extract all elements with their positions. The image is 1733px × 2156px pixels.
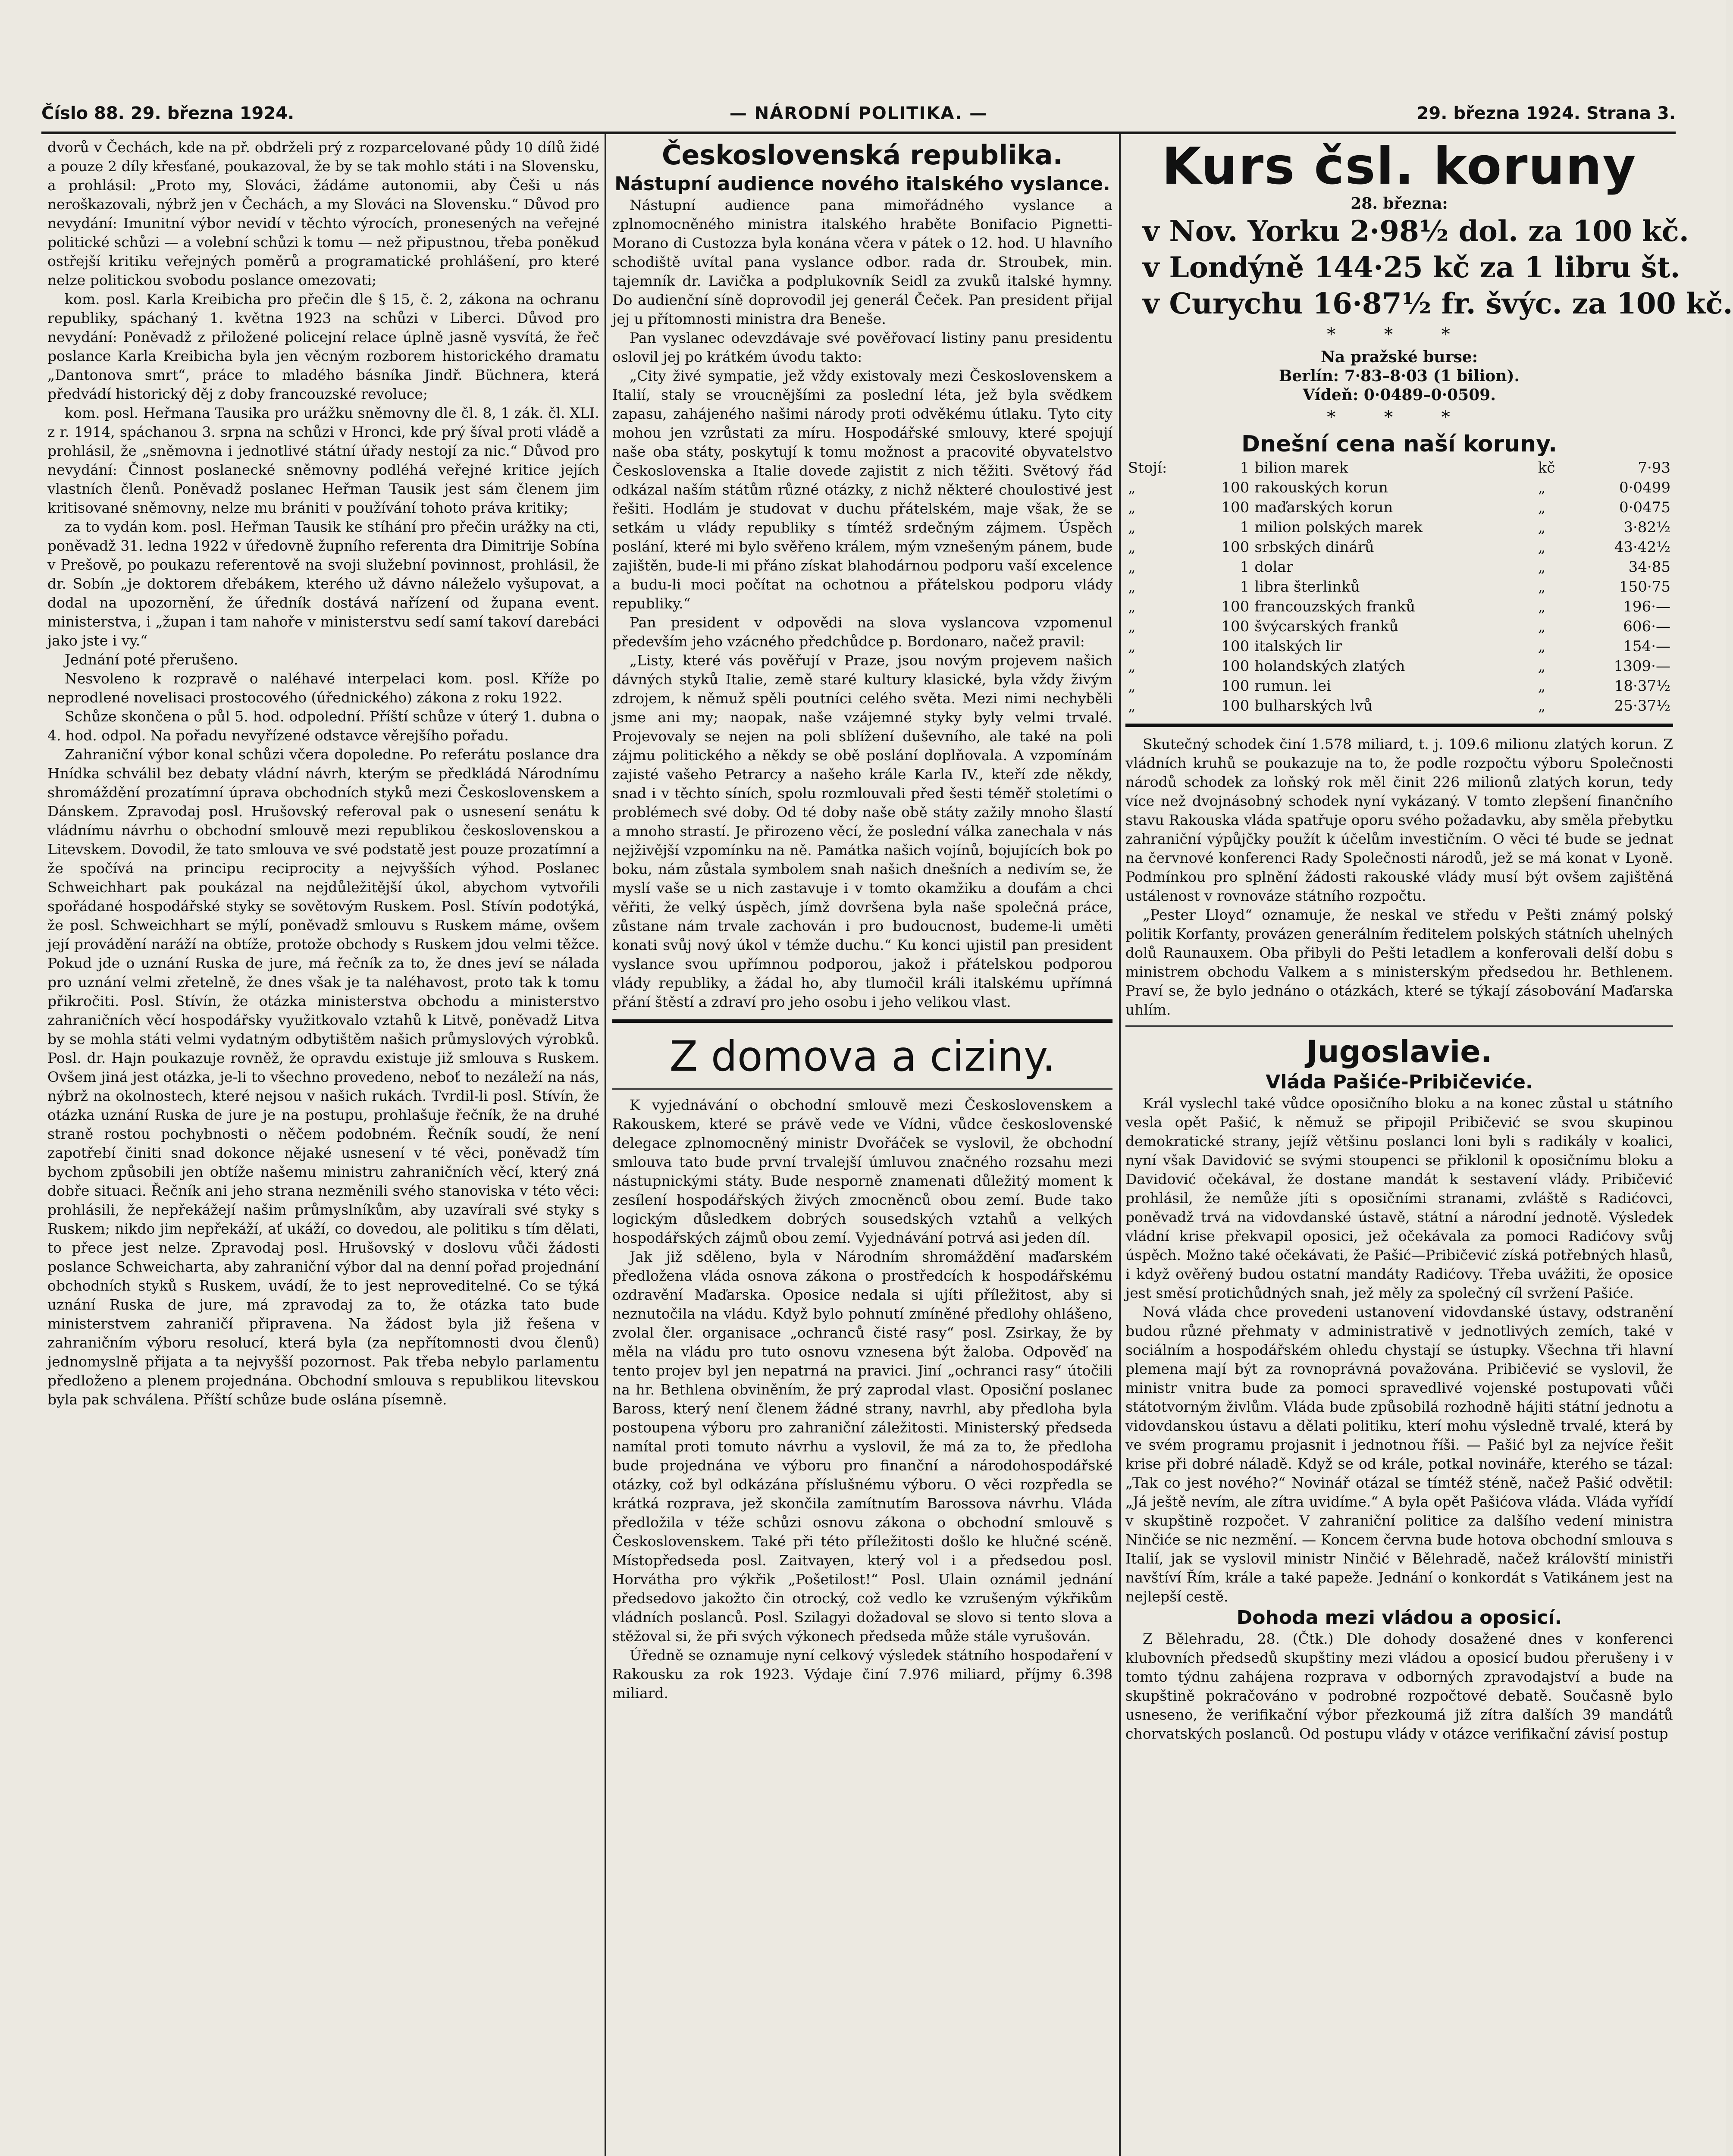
star-separator: * * * bbox=[1327, 407, 1472, 427]
column-divider-1 bbox=[605, 134, 606, 2156]
rate-qty: 100 bbox=[1221, 677, 1250, 695]
rate-prefix: „ bbox=[1128, 479, 1136, 496]
rate-qty: 100 bbox=[1221, 479, 1250, 496]
issue-number: Číslo 88. 29. března 1924. bbox=[41, 103, 295, 123]
col1-paragraph: za to vydán kom. posl. Heřman Tausik ke stíhání pro přečin urážky na cti, poněvadž 31. ledna 1922 v úředovně župního referenta dra Dimitrije Sobína v Prešově, po poukazu referentově na svoji služební povinnost, prohlásil, že dr. Sobín „je doktorem dřebákem, kterého už dávno náleželo vyšupovat, a dodal na upozornění, že úředník dostává nařízení od župana event. ministerstva, i „župan i tam nahoře v ministerstvu sedí samí takoví darebáci jako jste i vy.“ bbox=[47, 518, 599, 649]
section-heading: Československá republika. bbox=[661, 139, 1063, 171]
rate-qty: 100 bbox=[1221, 697, 1250, 714]
col2-paragraph: Pan president v odpovědi na slova vyslancova vzpomenul především jeho vzácného předchůdce p. Bordonaro, načež pravil: bbox=[612, 614, 1113, 650]
column-divider-2 bbox=[1119, 134, 1121, 2156]
rate-row bbox=[1125, 537, 1673, 557]
rate-qty: 100 bbox=[1221, 618, 1250, 635]
rate-unit: „ bbox=[1538, 677, 1546, 695]
rate-qty: 100 bbox=[1221, 499, 1250, 516]
page-date-number: 29. března 1924. Strana 3. bbox=[1416, 103, 1676, 123]
col3-paragraph: Král vyslechl také vůdce oposičního bloku a na konec zůstal u státního vesla opět Pašić, k němuž se připojil Pribičević se svou skupinou demokratické strany, jejíž většinu poslanci loni byli s radikály v koalici, nyní však Davidović se svými stoupenci se přiklonil k oposičnímu bloku a Davidović očekával, že dostane mandát k sestavení vlády. Pribičević prohlásil, že nemůže jíti s oposičními stranami, zvláště s Radićovci, poněvadž trvá na vidovdanské ústavě, státní a národní jednotě. Výsledek vládní krise překvapil oposici, jež očekávala za pomoci Radićovy svůj úspěch. Možno také očekávati, že Pašić—Pribičević získá potřebných hlasů, i když ověřený budou ostatní mandáty Radićovy. Třeba uvážiti, že oposice jest směsí protichůdných snah, jež měly za společný cíl svržení Pašiće. bbox=[1125, 1095, 1673, 1301]
rate-qty: 100 bbox=[1221, 598, 1250, 615]
rate-prefix: „ bbox=[1128, 539, 1136, 556]
rate-qty: 1 bbox=[1240, 519, 1250, 536]
column-2 bbox=[612, 138, 1113, 2156]
col2-paragraph: „Listy, které vás pověřují v Praze, jsou novým projevem našich dávných styků Italie, země staré kultury klasické, byla vždy živým zdrojem, k němuž spěli poutníci celého světa. Mezi nimi nechyběli jsme ani my; naopak, naše vzájemné styky byly velmi trvalé. Projevovaly se nejen na poli sblížení duševního, ale také na poli zájmu politického a někdy se obě poslání doplňovala. A vzpomínám zajisté vašeho Petrarcy a našeho krále Karla IV., kteří zde někdy, snad i v těchto síních, spolu rozmlouvali před šesti téměř stoletími o problémech své doby. Od té doby naše obě státy zažily mnoho šlastí a mnoho strastí. Je přirozeno věcí, že poslední válka zanechala v nás nejživější vzpomínku na ně. Památka našich vojínů, bojujících bok po boku, nám zůstala symbolem snah našich dnešních a nedivím se, že myslí vaše se u nich zastavuje i v tomto okamžiku a doufám a chci věřiti, že velký úspěch, jímž dovršena byla naše společná práce, zůstane nám trvale zachován i pro budoucnost, budeme-li uměti konati svůj nový úkol v témže duchu.“ Ku konci ujistil pan president vyslance svou upřímnou podporou, jakož i přátelskou podporou vlády republiky, a žádal ho, aby tlumočil králi italskému upřímná přání štěstí a zdraví pro jeho osobu i jeho velikou vlast. bbox=[612, 652, 1113, 1010]
rate-table-heading: Dnešní cena naší koruny. bbox=[1241, 431, 1558, 457]
section-rule-2 bbox=[612, 1088, 1113, 1090]
col1-paragraph: Nesvoleno k rozpravě o naléhavé interpelaci kom. posl. Kříže po neprodlené novelisaci prostocového (úřednického) zákona z roku 1922. bbox=[47, 670, 599, 706]
rate-unit: „ bbox=[1538, 618, 1546, 635]
col3-paragraph: „Pester Lloyd“ oznamuje, že neskal ve středu v Pešti známý polský politik Korfanty, provázen generálním ředitelem polských státních uhelných dolů Raunauxem. Oba přibyli do Pešti letadlem a konferovali delší dobu s ministrem obchodu Valkem a s ministerským předsedou hr. Bethlenem. Praví se, že bylo jednáno o otázkách, které se týkají zásobování Maďarska uhlím. bbox=[1125, 906, 1673, 1018]
col1-paragraph: kom. posl. Karla Kreibicha pro přečin dle § 15, č. 2, zákona na ochranu republiky, spáchaný 1. května 1923 na schůzi v Liberci. Důvod pro nevydání: Poněvadž z přiložené policejní relace úplně jasně vysvítá, že řeč poslance Karla Kreibicha byla jen věcným rozborem historického dramatu „Dantonova smrt“, práce to mladého básníka Jindř. Büchnera, která předvádí historický děj z doby francouzské revoluce; bbox=[47, 291, 599, 402]
rate-qty: 100 bbox=[1221, 638, 1250, 655]
rate-row bbox=[1125, 636, 1673, 656]
rate-unit: „ bbox=[1538, 638, 1546, 655]
col2-paragraph: Pan vyslanec odevzdávaje své pověřovací listiny panu presidentu oslovil jej po krátkém úvodu takto: bbox=[612, 329, 1113, 365]
rate-prefix: „ bbox=[1128, 697, 1136, 714]
rate-row bbox=[1125, 656, 1673, 676]
rate-unit: „ bbox=[1538, 539, 1546, 556]
rate-prefix: Stojí: bbox=[1128, 459, 1167, 476]
rate-what: libra šterlinků bbox=[1254, 578, 1360, 595]
rate-val: 606·— bbox=[1623, 618, 1670, 635]
rate-prefix: „ bbox=[1128, 618, 1136, 635]
masthead-title: — NÁRODNÍ POLITIKA. — bbox=[729, 103, 988, 123]
rate-row bbox=[1125, 676, 1673, 696]
rate-what: srbských dinárů bbox=[1254, 539, 1374, 556]
rate-row bbox=[1125, 557, 1673, 577]
rate-date: 28. března: bbox=[1351, 194, 1448, 213]
rate-qty: 100 bbox=[1221, 539, 1250, 556]
rate-unit: „ bbox=[1538, 519, 1546, 536]
rate-unit: „ bbox=[1538, 499, 1546, 516]
col1-paragraph: Zahraniční výbor konal schůzi včera dopoledne. Po referátu poslance dra Hnídka schválil bez debaty vládní návrh, kterým se předkládá Národnímu shromáždění prozatímní úprava obchodních styků mezi Československem a Dánskem. Zpravodaj posl. Hrušovský referoval pak o usnesení senátu k vládnímu návrhu o obchodní smlouvě mezi republikou československou a Litevskem. Dovodil, že tato smlouva ve své podstatě jest pouze prozatímní a že spočívá na principu reciprocity a nejvyšších výhod. Poslanec Schweichhart pak poukázal na nejdůležitější úkol, abychom vytvořili spořádané hospodářské styky se sovětovým Ruskem. Posl. Stívín podotýká, že posl. Schweichhart se mýlí, poněvadž smlouvu s Ruskem máme, ovšem její provádění naráží na obtíže, protože obchody s Ruskem jdou velmi těžce. Pokud jde o uznání Ruska de jure, má řečník za to, že dnes jeví se nálada pro uznání velmi zřetelně, že dnes však je ta naléhavost, proto tak k tomu přikročiti. Posl. Stívín, že otázka ministerstva obchodu a ministerstvo zahraničních věcí hospodářsky využitkovalo vztahů k Litvě, poněvadž Litva by se mohla státi velmi vydatným odbytištěm našich průmyslových výrobků. Posl. dr. Hajn poukazuje rovněž, že opravdu existuje již smlouva s Ruskem. Ovšem jiná jest otázka, je-li to všechno provedeno, neboť to nezáleží na nás, nýbrž na okolnostech, které nejsou v našich rukách. Tvrdil-li posl. Stívín, že otázka uznání Ruska de jure je na postupu, prohlašuje řečník, že na druhé straně rostou pochybnosti o něčem podobném. Řečník soudí, že není zapotřebí činiti snad dokonce nějaké usnesení v té věci, poněvadž tím bychom způsobili jen obtíže našemu ministru zahraničních věcí, který zná dobře situaci. Řečník ani jeho strana nezměnili svého stanoviska v této věci: prohlásili, že nepřekážejí našim průmyslníkům, aby uzavírali své styky s Ruskem; nikdo jim nepřekáží, ať ukáží, co dovedou, ale politiku s tím dělati, to přece jest nelze. Zpravodaj posl. Hrušovský v doslovu vůči žádosti poslance Schweicharta, aby zahraniční výbor dal na denní pořad projednání obchodních styků s Ruskem, uvádí, že to jest neproveditelné. Co se týká uznání Ruska de jure, má zpravodaj za to, že otázka tato bude ministerstvem zahraničí připravena. Na žádost byla již řešena v zahraničním výboru resolucí, která byla (za nepřítomnosti dvou členů) jednomyslně přijata a ta nejvyšší pozornost. Pak třeba nebylo parlamentu předloženo a plenem projednána. Obchodní smlouva s republikou litevskou byla pak schválena. Příští schůze bude oslána písemně. bbox=[47, 746, 599, 1408]
rate-val: 0·0499 bbox=[1619, 479, 1670, 496]
rate-val: 196·— bbox=[1623, 598, 1670, 615]
agreement-heading: Dohoda mezi vládou a oposicí. bbox=[1236, 1607, 1562, 1629]
jugoslavia-heading: Jugoslavie. bbox=[1306, 1034, 1492, 1069]
rate-prefix: „ bbox=[1128, 578, 1136, 595]
rate-what: italských lir bbox=[1254, 638, 1342, 655]
fx-london: v Londýně 144·25 kč za 1 libru št. bbox=[1143, 251, 1680, 284]
col2-paragraph: Úředně se oznamuje nyní celkový výsledek státního hospodaření v Rakousku za rok 1923. Výdaje činí 7.976 miliard, příjmy 6.398 miliard. bbox=[612, 1647, 1113, 1702]
rate-val: 0·0475 bbox=[1619, 499, 1670, 516]
section-heading-2: Z domova a ciziny. bbox=[669, 1032, 1056, 1081]
col2-paragraph: K vyjednávání o obchodní smlouvě mezi Československem a Rakouskem, které se právě vede ve Vídni, vůdce československé delegace zplnomocněný ministr Dvořáček se vyslovil, že obchodní smlouva tato bude první trvalejší úmluvou značného rozsahu mezi nástupnickými státy. Bude nesporně znamenati důležitý moment k zesílení hospodářských živých zmocněnců obou zemí. Bude tako logickým důsledkem dobrých sousedských vztahů a velkých hospodářských zájmů obou zemí. Vyjednávání potrvá asi jeden díl. bbox=[612, 1097, 1113, 1246]
col2-paragraph: „City živé sympatie, jež vždy existovaly mezi Československem a Italií, staly se vroucnějšími za poslední léta, jež byla svědkem zapasu, zahájeného našimi národy proti odvěkému útlaku. Tyto city mohou jen vzrůstati za míru. Hospodářské smlouvy, které spojují naše oba státy, poskytují k tomu možnost a pracovité obyvatelstvo Československa a Italie dovede zajistit z nich těžiti. Světový řád odkázal naším státům různé otázky, z nichž některé choulostivé jest řešiti. Hodlám je studovat v duchu přátelském, maje však, že se setkám u vlády republiky s tímtéž srdečným zájmem. Úspěch poslání, které mi bylo svěřeno králem, mým vznešeným pánem, bude zajištěn, bude-li mi přáno získat blahodárnou podporu vaší excelence a budu-li moci počítat na ochotnou a přátelskou podporu vlády republiky.“ bbox=[612, 367, 1113, 612]
rate-table bbox=[1125, 458, 1673, 716]
rate-unit: „ bbox=[1538, 578, 1546, 595]
rate-row bbox=[1125, 478, 1673, 498]
fx-zurich: v Curychu 16·87½ fr. švýc. za 100 kč. bbox=[1143, 287, 1733, 320]
rate-unit: kč bbox=[1538, 459, 1555, 476]
rate-val: 18·37½ bbox=[1614, 677, 1670, 695]
section-rule bbox=[1125, 724, 1673, 727]
rate-what: rumun. lei bbox=[1254, 677, 1331, 695]
rate-val: 154·— bbox=[1623, 638, 1670, 655]
rate-row bbox=[1125, 597, 1673, 617]
jugoslavia-subheading: Vláda Pašiće-Pribičeviće. bbox=[1266, 1071, 1533, 1093]
rate-what: holandských zlatých bbox=[1254, 658, 1405, 675]
rate-what: švýcarských franků bbox=[1254, 618, 1399, 635]
rate-unit: „ bbox=[1538, 658, 1546, 675]
rate-what: dolar bbox=[1254, 558, 1293, 576]
currency-heading: Kurs čsl. koruny bbox=[1162, 136, 1637, 196]
rate-val: 34·85 bbox=[1628, 558, 1670, 576]
section-rule bbox=[612, 1019, 1113, 1023]
page-header bbox=[41, 103, 1676, 129]
berlin-rate: Berlín: 7·83–8·03 (1 bilion). bbox=[1279, 367, 1520, 385]
rate-what: bulharských lvů bbox=[1254, 697, 1373, 714]
col3-paragraph: Skutečný schodek činí 1.578 miliard, t. j. 109.6 milionu zlatých korun. Z vládních kruhů se poukazuje na to, že podle rozpočtu výboru Společnosti národů schodek za loňský rok měl činit 226 milionů zlatých korun, tedy více než dvojnásobný schodek nyní vykázaný. V tomto zlepšení finančního stavu Rakouska vláda spatřuje oporu svého požadavku, aby směla přebytku zahraniční výpůjčky použít k účelům investičním. O věci té bude se jednat na červnové konferenci Rady Společnosti národů, jež se má konat v Lyoně. Podmínkou pro splnění žádosti rakouské vlády musí být ovšem zajištěná ustálenost v rovnováze státního rozpočtu. bbox=[1125, 736, 1673, 904]
rate-what: maďarských korun bbox=[1254, 499, 1393, 516]
rate-val: 43·42½ bbox=[1614, 539, 1670, 556]
rate-row bbox=[1125, 498, 1673, 517]
rate-unit: „ bbox=[1538, 558, 1546, 576]
rate-qty: 1 bbox=[1240, 558, 1250, 576]
col2-paragraph: Nástupní audience pana mimořádného vyslance a zplnomocněného ministra italského hraběte Bonifacio Pignetti-Morano di Custozza byla konána včera v pátek o 12. hod. U hlavního schodiště uvítal pana vyslance odbor. rada dr. Stroubek, min. tajemník dr. Lavička a podplukovník Seidl za zvuků italské hymny. Do audienční síně doprovodil jej generál Čeček. Pan president přijal jej u přítomnosti ministra dra Beneše. bbox=[612, 197, 1113, 327]
burse-heading: Na pražské burse: bbox=[1320, 348, 1478, 366]
rate-unit: „ bbox=[1538, 697, 1546, 714]
rate-val: 1309·— bbox=[1614, 658, 1670, 675]
rate-prefix: „ bbox=[1128, 658, 1136, 675]
rate-prefix: „ bbox=[1128, 638, 1136, 655]
rate-what: francouzských franků bbox=[1254, 598, 1416, 615]
rate-prefix: „ bbox=[1128, 598, 1136, 615]
col3-paragraph: Z Bělehradu, 28. (Čtk.) Dle dohody dosažené dnes v konferenci klubovních předsedů skupštiny mezi vládou a oposicí budou přerušeny i v tomto týdnu zahájena rozprava v odborných zpravodajství a bude na skupštině pokračováno v podrobné rozpočtové debatě. Současně bylo usneseno, že verifikační výbor přezkoumá již zítra dalších 39 mandátů chorvatských poslanců. Od postupu vlády v otázce verifikační závisí postup bbox=[1125, 1630, 1673, 1742]
vienna-rate: Vídeň: 0·0489–0·0509. bbox=[1303, 386, 1496, 404]
rate-val: 3·82½ bbox=[1623, 519, 1670, 536]
rate-qty: 1 bbox=[1240, 578, 1250, 595]
rate-row bbox=[1125, 577, 1673, 597]
rate-val: 150·75 bbox=[1619, 578, 1670, 595]
rate-qty: 1 bbox=[1240, 459, 1250, 476]
rate-row bbox=[1125, 458, 1673, 478]
rate-row bbox=[1125, 517, 1673, 537]
col3-paragraph: Nová vláda chce provedeni ustanovení vidovdanské ústavy, odstranění budou různé přehmaty v administrativě v jednotlivých zemích, také v sociálním a hospodářském ohledu chystají se ústupky. Všechna tři hlavní plemena mají být za rovnoprávná považována. Pribičević se vyslovil, že ministr vnitra bude za pomoci spravedlivé vojenské postupovati vůči státotvorným živlům. Vláda bude způsobilá rozhodně hájiti státní jednotu a vidovdanskou ústavu a dělati politiku, kterí mohu výsledně trvalé, která by ve svém programu projasnit i jednotnou říši. — Pašić byl za nejvíce řešit krise při dobré náladě. Když se od krále, potkal novináře, kterého se tázal: „Tak co jest nového?“ Novinář otázal se tímtéž sténě, načež Pašić odvětil: „Já ještě nevím, ale zítra uvidíme.“ A byla opět Pašićova vláda. Vláda vyřídí v skupštině rozpočet. V zahraniční politice za dalšího vedení ministra Ninčiće se nic nezmění. — Koncem června bude hotova obchodní smlouva s Italií, jak se vyslovil ministr Ninčić v Bělehradě, načež královští ministři navštíví Řím, krále a také papeže. Jednání o konkordát s Vatikánem jest na nejlepší cestě. bbox=[1125, 1304, 1673, 1605]
rate-val: 7·93 bbox=[1638, 459, 1670, 476]
rate-unit: „ bbox=[1538, 479, 1546, 496]
rate-what: milion polských marek bbox=[1254, 519, 1423, 536]
fx-new-york: v Nov. Yorku 2·98½ dol. za 100 kč. bbox=[1143, 214, 1689, 248]
section-rule-2 bbox=[1125, 1025, 1673, 1027]
rate-val: 25·37½ bbox=[1614, 697, 1670, 714]
rate-row bbox=[1125, 696, 1673, 716]
rate-qty: 100 bbox=[1221, 658, 1250, 675]
col1-paragraph: Jednání poté přerušeno. bbox=[65, 651, 238, 668]
col1-paragraph: kom. posl. Heřmana Tausika pro urážku sněmovny dle čl. 8, 1 zák. čl. XLI. z r. 1914, spáchanou 3. srpna na schůzi v Hronci, kde prý šíval proti vládě a prohlásil, že „sněmovna i jednotlivé státní úřady nestojí za nic.“ Důvod pro nevydání: Činnost poslanecké sněmovny podléhá veřejné kritice jejích vlastních členů. Poněvadž poslanec Heřman Tausik jest sám členem jim kritisované sněmovny, nelze mu brániti v používání tohoto práva kritiky; bbox=[47, 404, 599, 516]
rate-prefix: „ bbox=[1128, 519, 1136, 536]
col2-paragraph: Jak již sděleno, byla v Národním shromáždění maďarském předložena vláda osnova zákona o prostředcích k hospodářskému ozdravění Maďarska. Oposice nedala si ujíti příležitost, aby si neznutočila na vládu. Když bylo pohnutí zmíněné předlohy ohlášeno, zvolal čler. organisace „ochranců čisté rasy“ posl. Zsirkay, že by měla na vládu pro tuto osnovu vznesena být žaloba. Odpověď na tento projev byl jen nepatrná na pravici. Jiní „ochranci rasy“ útočili na hr. Bethlena obviněním, že prý zaprodal vlast. Oposiční poslanec Baross, který není členem žádné strany, navrhl, aby předloha byla postoupena výboru pro zahraniční záležitosti. Ministerský předseda namítal proti tomuto návrhu a vyslovil, že má za to, že předloha bude projednána ve výboru pro finanční a národohospodářské otázky, což byl odkázána příslušnému výboru. O věci rozpředla se krátká rozprava, jež skončila zamítnutím Barossova návrhu. Vláda předložila v téže schůzi osnovu zákona o obchodní smlouvě s Československem. Také při této příležitosti došlo ke hlučné scéně. Místopředseda posl. Zaitvayen, který vol i a předsedou posl. Horvátha pro výkřik „Pošetilost!“ Posl. Ulain oznámil jednání předsedovo jakožto čin otrocký, což vedlo ke vzrušeným výkřikům vládních poslanců. Posl. Szilagyi dožadoval se slovo si tento slova a stěžoval si, že při svých výkonech předseda může stále vyrušován. bbox=[612, 1248, 1113, 1645]
rate-unit: „ bbox=[1538, 598, 1546, 615]
column-1 bbox=[47, 138, 599, 2156]
rate-prefix: „ bbox=[1128, 499, 1136, 516]
rate-prefix: „ bbox=[1128, 677, 1136, 695]
rate-row bbox=[1125, 617, 1673, 636]
col1-paragraph: Schůze skončena o půl 5. hod. odpolední. Příští schůze v úterý 1. dubna o 4. hod. odpol. Na pořadu nevyřízené odstavce věrejšího pořadu. bbox=[47, 708, 599, 744]
rate-prefix: „ bbox=[1128, 558, 1136, 576]
star-separator: * * * bbox=[1327, 325, 1472, 345]
column-3 bbox=[1125, 136, 1733, 2156]
rate-what: bilion marek bbox=[1254, 459, 1348, 476]
col1-paragraph: dvorů v Čechách, kde na př. obdrželi prý z rozparcelované půdy 10 dílů židé a pouze 2 díly křesťané, poukazoval, že by se tak mohlo státi i na Slovensku, a prohlásil: „Proto my, Slováci, žádáme autonomii, aby Češi u nás neroškazovali, nýbrž jen v Čechách, a my Slováci na Slovensku.“ Důvod pro nevydání: Imunitní výbor nevidí v těchto výrocích, pronesených na veřejné politické schůzi — a volební schůzi k tomu — než připustnou, třeba poněkud ostřejší kritiku veřejných poměrů a programatické prohlášení, pro které nelze politickou svobodu poslance omezovati; bbox=[47, 139, 599, 288]
article-heading: Nástupní audience nového italského vyslance. bbox=[614, 173, 1110, 195]
header-rule bbox=[41, 132, 1676, 134]
rate-what: rakouských korun bbox=[1254, 479, 1388, 496]
